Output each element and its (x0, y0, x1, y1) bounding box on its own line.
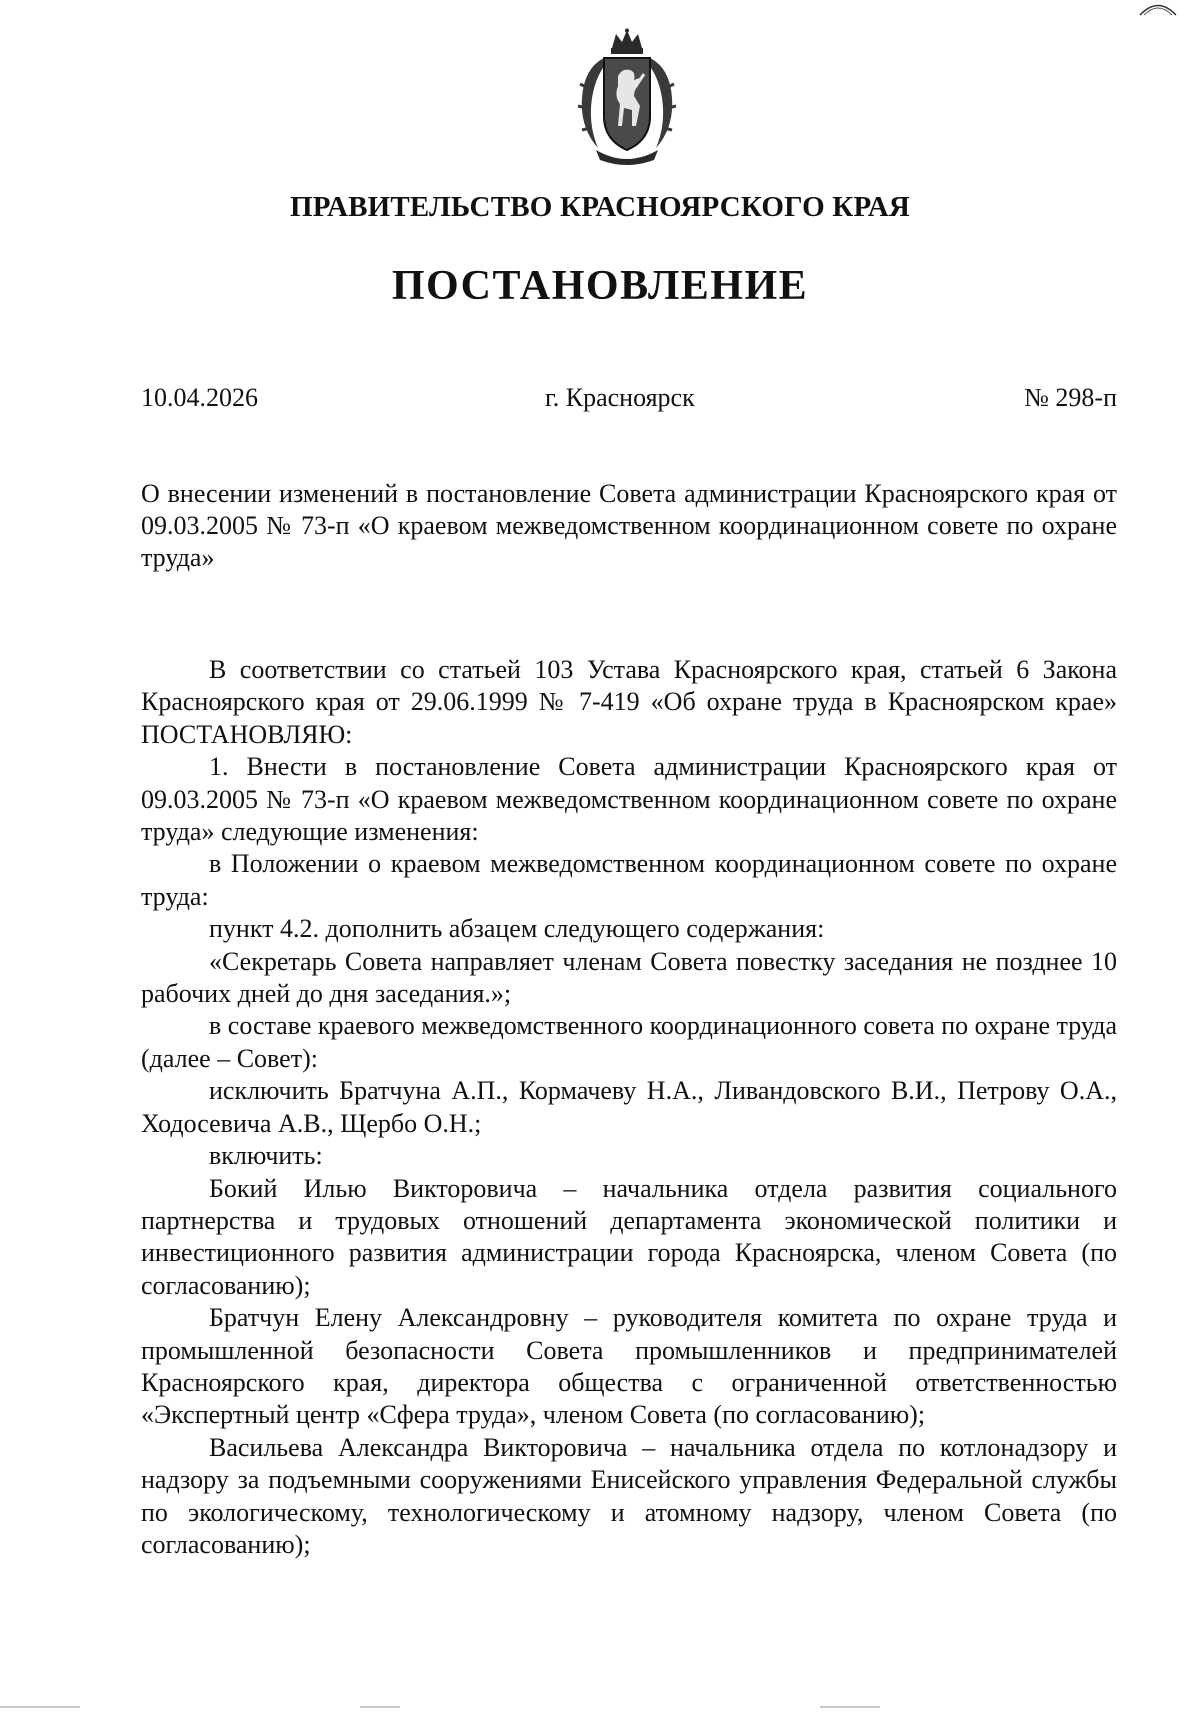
body-paragraph: в Положении о краевом межведомственном координационном совете по охране труда: (141, 849, 1117, 911)
krasnoyarsk-coat-of-arms-icon (574, 28, 680, 166)
document-subject: О внесении изменений в постановление Совета администрации Красноярского края от 09.03.2005 № 73-п «О краевом межведомственном координационном совете по охране труда» (141, 479, 1117, 572)
body-paragraph: Васильева Александра Викторовича – начальника отдела по котлонадзору и надзору за подъемными сооружениями Енисейского управления Федеральной службы по экологическому, технологическому и атомному надзору, членом Совета (по согласованию); (141, 1432, 1117, 1559)
body-paragraph: исключить Братчуна А.П., Кормачеву Н.А., Ливандовского В.И., Петрову О.А., Ходосевича А.В., Щербо О.Н.; (141, 1076, 1117, 1138)
body-paragraph: Братчун Елену Александровну – руководителя комитета по охране труда и промышленной безопасности Совета промышленников и предпринимателей Красноярского края, директора общества с ограниченной ответственностью «Экспертный центр «Сфера труда», членом Совета (по согласованию); (141, 1303, 1117, 1430)
body-paragraph: Бокий Илью Викторовича – начальника отдела развития социального партнерства и трудовых отношений департамента экономической политики и инвестиционного развития администрации города Красноярска, членом Совета (по согласованию); (141, 1173, 1117, 1300)
body-paragraph: в составе краевого межведомственного координационного совета по охране труда (далее – Совет): (141, 1011, 1117, 1073)
scan-edge-mark (0, 1706, 80, 1708)
scan-edge-mark (360, 1706, 400, 1708)
body-paragraph: В соответствии со статьей 103 Устава Красноярского края, статьей 6 Закона Красноярского края от 29.06.1999 № 7-419 «Об охране труда в Красноярском крае» ПОСТАНОВЛЯЮ: (141, 655, 1117, 749)
document-body (141, 654, 1117, 1561)
document-type-title: ПОСТАНОВЛЕНИЕ (391, 263, 809, 309)
body-paragraph: пункт 4.2. дополнить абзацем следующего содержания: (209, 914, 825, 944)
scan-edge-mark (820, 1706, 880, 1708)
document-date: 10.04.2026 (141, 383, 258, 412)
document-number: № 298-п (1024, 383, 1117, 412)
body-paragraph: «Секретарь Совета направляет членам Совета повестку заседания не позднее 10 рабочих дней до дня заседания.»; (141, 946, 1117, 1009)
body-paragraph: включить: (209, 1141, 323, 1171)
document-city: г. Красноярск (545, 383, 695, 412)
organization-name: ПРАВИТЕЛЬСТВО КРАСНОЯРСКОГО КРАЯ (289, 191, 911, 223)
body-paragraph: 1. Внести в постановление Совета администрации Красноярского края от 09.03.2005 № 73-п «О краевом межведомственном координационном совете по охране труда» следующие изменения: (141, 752, 1117, 847)
binder-ring-mark (1138, 2, 1178, 16)
